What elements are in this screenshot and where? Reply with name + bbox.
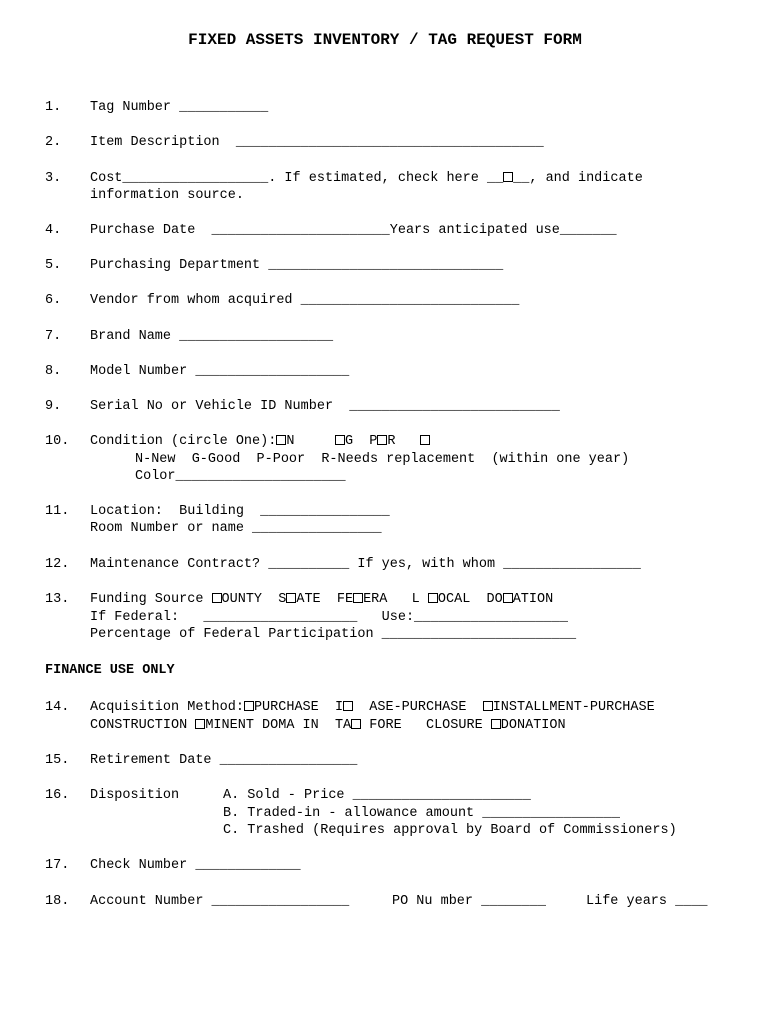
funding-donation-checkbox[interactable] bbox=[503, 593, 513, 603]
funding-option: OCAL DO bbox=[437, 592, 503, 607]
funding-option: ATE FE bbox=[296, 592, 354, 607]
item-number: 17. bbox=[45, 858, 70, 873]
funding-state-checkbox[interactable] bbox=[286, 593, 296, 603]
cost-field[interactable]: Cost__________________. If estimated, check here __ bbox=[90, 171, 504, 186]
item-number: 5. bbox=[45, 258, 62, 273]
trashed-option: C. Trashed (Requires approval by Board of Commissioners) bbox=[223, 823, 677, 838]
item-number: 16. bbox=[45, 788, 70, 803]
acquisition-option: PURCHASE I bbox=[253, 700, 344, 715]
form-title: FIXED ASSETS INVENTORY / TAG REQUEST FORM bbox=[188, 31, 582, 49]
funding-county-checkbox[interactable] bbox=[212, 593, 222, 603]
funding-local-checkbox[interactable] bbox=[428, 593, 438, 603]
acquisition-lease-purchase-checkbox[interactable] bbox=[343, 701, 353, 711]
item-number: 7. bbox=[45, 329, 62, 344]
estimated-checkbox[interactable] bbox=[503, 172, 513, 182]
vendor-field[interactable]: Vendor from whom acquired ___________________________ bbox=[90, 293, 520, 308]
item-number: 18. bbox=[45, 894, 70, 909]
finance-use-heading: FINANCE USE ONLY bbox=[45, 663, 175, 678]
acquisition-option: INSTALLMENT-PURCHASE bbox=[492, 700, 655, 715]
item-number: 9. bbox=[45, 399, 62, 414]
acquisition-option: CONSTRUCTION bbox=[90, 718, 188, 733]
room-number-field[interactable]: Room Number or name ________________ bbox=[90, 521, 382, 536]
acquisition-option: DONATION bbox=[500, 718, 566, 733]
federal-percentage-field[interactable]: Percentage of Federal Participation ________________________ bbox=[90, 627, 577, 642]
item-number: 3. bbox=[45, 171, 62, 186]
maintenance-contract-field[interactable]: Maintenance Contract? __________ If yes, with whom _________________ bbox=[90, 557, 641, 572]
funding-option: ATION bbox=[512, 592, 554, 607]
account-number-field[interactable]: Account Number _________________ bbox=[90, 894, 350, 909]
life-years-field[interactable]: Life years ____ bbox=[586, 894, 708, 909]
color-field[interactable]: Color_____________________ bbox=[135, 469, 346, 484]
item-number: 2. bbox=[45, 135, 62, 150]
check-number-field[interactable]: Check Number _____________ bbox=[90, 858, 301, 873]
tag-number-field[interactable]: Tag Number ___________ bbox=[90, 100, 269, 115]
acquisition-option: ASE-PURCHASE bbox=[369, 700, 467, 715]
acquisition-method-line-2 bbox=[90, 718, 566, 734]
item-number: 6. bbox=[45, 293, 62, 308]
federal-use-field[interactable]: If Federal: ___________________ Use:___________________ bbox=[90, 610, 568, 625]
traded-in-field[interactable]: B. Traded-in - allowance amount _________________ bbox=[223, 806, 620, 821]
acquisition-purchase-checkbox[interactable] bbox=[244, 701, 254, 711]
item-number: 4. bbox=[45, 223, 62, 238]
model-number-field[interactable]: Model Number ___________________ bbox=[90, 364, 350, 379]
acquisition-donation-checkbox[interactable] bbox=[491, 719, 501, 729]
cost-note: __, and indicate bbox=[513, 171, 643, 186]
item-number: 10. bbox=[45, 434, 70, 449]
condition-poor-checkbox[interactable] bbox=[377, 435, 387, 445]
item-description-field[interactable]: Item Description ______________________________________ bbox=[90, 135, 544, 150]
purchasing-department-field[interactable]: Purchasing Department _____________________________ bbox=[90, 258, 504, 273]
sold-price-field[interactable]: A. Sold - Price ______________________ bbox=[223, 788, 531, 803]
item-number: 15. bbox=[45, 753, 70, 768]
retirement-date-field[interactable]: Retirement Date _________________ bbox=[90, 753, 358, 768]
acquisition-option: MINENT DOMA IN TA bbox=[205, 718, 352, 733]
funding-option: OUNTY S bbox=[221, 592, 287, 607]
condition-label: Condition (circle One): bbox=[90, 434, 277, 449]
cost-note-continued: information source. bbox=[90, 188, 244, 203]
condition-replace-checkbox[interactable] bbox=[420, 435, 430, 445]
item-number: 12. bbox=[45, 557, 70, 572]
funding-option: ERA L bbox=[363, 592, 420, 607]
condition-option: R bbox=[387, 434, 396, 449]
funding-source-label: Funding Source bbox=[90, 592, 204, 607]
purchase-date-field[interactable]: Purchase Date ______________________Years anticipated use_______ bbox=[90, 223, 617, 238]
condition-option: N bbox=[286, 434, 295, 449]
condition-new-checkbox[interactable] bbox=[276, 435, 286, 445]
condition-legend: N-New G-Good P-Poor R-Needs replacement (within one year) bbox=[135, 452, 630, 467]
item-number: 14. bbox=[45, 700, 70, 715]
condition-line bbox=[90, 434, 430, 450]
serial-number-field[interactable]: Serial No or Vehicle ID Number __________________________ bbox=[90, 399, 560, 414]
brand-name-field[interactable]: Brand Name ___________________ bbox=[90, 329, 334, 344]
item-number: 13. bbox=[45, 592, 70, 607]
acquisition-method-label: Acquisition Method: bbox=[90, 700, 244, 715]
funding-federal-checkbox[interactable] bbox=[353, 593, 363, 603]
item-number: 11. bbox=[45, 504, 70, 519]
po-number-field[interactable]: PO Nu mber ________ bbox=[392, 894, 546, 909]
condition-option: G P bbox=[344, 434, 378, 449]
item-number: 8. bbox=[45, 364, 62, 379]
acquisition-tax-foreclosure-checkbox[interactable] bbox=[351, 719, 361, 729]
acquisition-method-line bbox=[90, 700, 655, 716]
condition-good-checkbox[interactable] bbox=[335, 435, 345, 445]
acquisition-installment-checkbox[interactable] bbox=[483, 701, 493, 711]
funding-source-line bbox=[90, 592, 553, 608]
cost-line bbox=[90, 171, 643, 187]
disposition-label: Disposition bbox=[90, 788, 180, 803]
acquisition-eminent-domain-checkbox[interactable] bbox=[195, 719, 205, 729]
acquisition-option: FORE CLOSURE bbox=[369, 718, 483, 733]
location-building-field[interactable]: Location: Building ________________ bbox=[90, 504, 390, 519]
item-number: 1. bbox=[45, 100, 62, 115]
